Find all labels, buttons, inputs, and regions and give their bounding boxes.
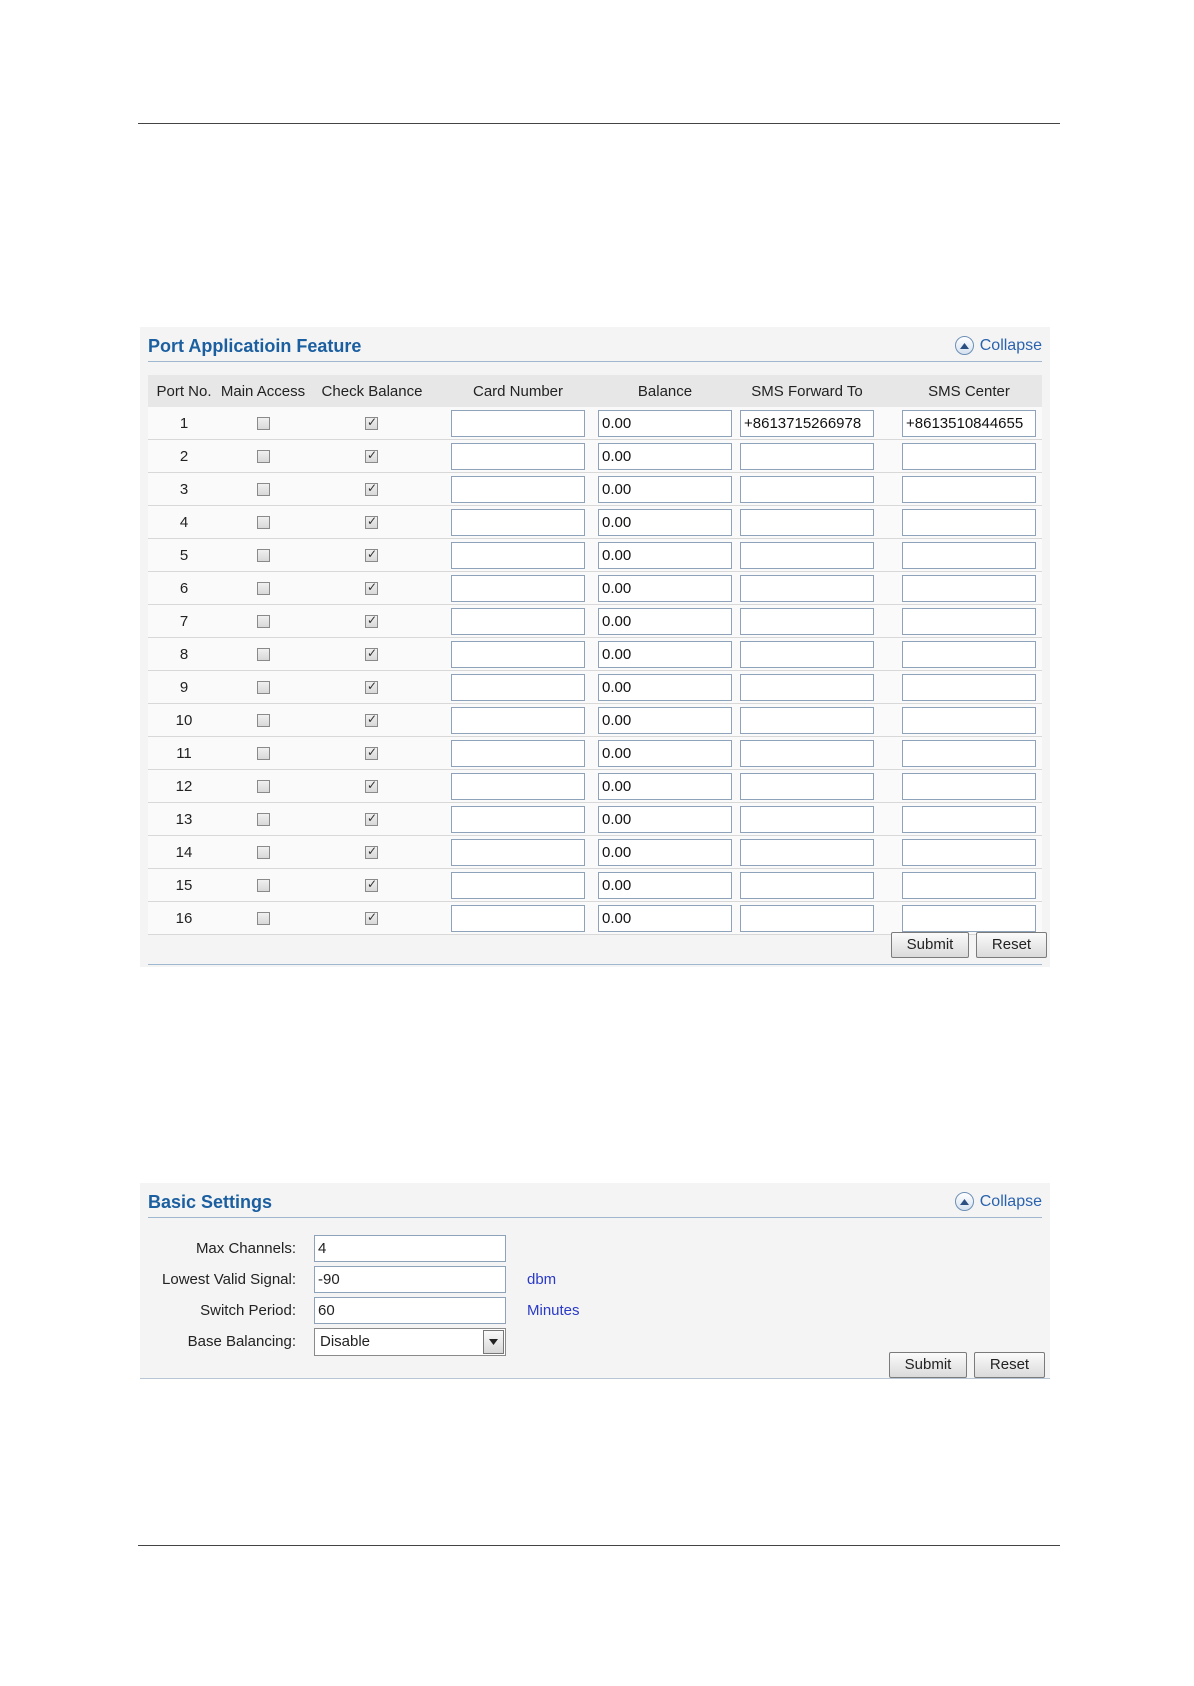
base-balancing-value: Disable — [320, 1333, 371, 1350]
check-balance-checkbox[interactable] — [365, 747, 378, 760]
sms-center-input[interactable] — [902, 608, 1036, 635]
main-access-checkbox[interactable] — [257, 747, 270, 760]
main-access-checkbox[interactable] — [257, 582, 270, 595]
table-row — [148, 473, 1042, 506]
balance-input[interactable]: 0.00 — [598, 839, 732, 866]
balance-input[interactable]: 0.00 — [598, 641, 732, 668]
sms-forward-to-input[interactable] — [740, 641, 874, 668]
sms-forward-to-input[interactable] — [740, 707, 874, 734]
collapse-up-icon[interactable] — [955, 336, 974, 355]
balance-input[interactable]: 0.00 — [598, 509, 732, 536]
sms-forward-to-input[interactable] — [740, 575, 874, 602]
main-access-checkbox[interactable] — [257, 780, 270, 793]
balance-input[interactable]: 0.00 — [598, 542, 732, 569]
collapse-button[interactable] — [955, 1192, 1042, 1211]
balance-input[interactable]: 0.00 — [598, 575, 732, 602]
sms-center-input[interactable] — [902, 839, 1036, 866]
card-number-input[interactable] — [451, 509, 585, 536]
base-balancing-select[interactable] — [314, 1328, 506, 1356]
port-number: 16 — [175, 910, 193, 927]
column-header-sms-forward-to: SMS Forward To — [751, 383, 863, 400]
sms-forward-to-input[interactable] — [740, 872, 874, 899]
balance-input[interactable]: 0.00 — [598, 443, 732, 470]
sms-center-input[interactable] — [902, 509, 1036, 536]
page-footer-rule — [138, 1545, 1060, 1546]
switch-period-unit: Minutes — [527, 1302, 580, 1319]
card-number-input[interactable] — [451, 410, 585, 437]
check-balance-checkbox[interactable] — [365, 549, 378, 562]
main-access-checkbox[interactable] — [257, 483, 270, 496]
collapse-label[interactable]: Collapse — [979, 1192, 1042, 1210]
lowest-valid-signal-label: Lowest Valid Signal: — [162, 1271, 296, 1288]
dropdown-arrow-icon[interactable] — [483, 1330, 504, 1354]
main-access-checkbox[interactable] — [257, 813, 270, 826]
sms-center-input[interactable] — [902, 773, 1036, 800]
table-header — [148, 375, 1042, 408]
card-number-input[interactable] — [451, 707, 585, 734]
column-header-balance: Balance — [637, 383, 693, 400]
table-row — [148, 902, 1042, 935]
table-row — [148, 638, 1042, 671]
main-access-checkbox[interactable] — [257, 549, 270, 562]
panel-footer-rule — [148, 964, 1042, 965]
port-number: 12 — [175, 778, 193, 795]
sms-center-input[interactable] — [902, 707, 1036, 734]
card-number-input[interactable] — [451, 608, 585, 635]
check-balance-checkbox[interactable] — [365, 813, 378, 826]
panel-title: Port Applicatioin Feature — [148, 336, 362, 356]
table-row — [148, 605, 1042, 638]
table-row — [148, 671, 1042, 704]
card-number-input[interactable] — [451, 740, 585, 767]
check-balance-checkbox[interactable] — [365, 582, 378, 595]
table-row — [148, 803, 1042, 836]
lowest-valid-signal-input[interactable]: -90 — [314, 1266, 506, 1293]
card-number-input[interactable] — [451, 641, 585, 668]
basic-settings-panel — [140, 1183, 1050, 1379]
port-number: 10 — [175, 712, 193, 729]
port-number: 15 — [175, 877, 193, 894]
main-access-checkbox[interactable] — [257, 846, 270, 859]
card-number-input[interactable] — [451, 773, 585, 800]
sms-forward-to-input[interactable] — [740, 773, 874, 800]
check-balance-checkbox[interactable] — [365, 483, 378, 496]
card-number-input[interactable] — [451, 806, 585, 833]
check-balance-checkbox[interactable] — [365, 912, 378, 925]
sms-center-input[interactable] — [902, 806, 1036, 833]
check-balance-checkbox[interactable] — [365, 846, 378, 859]
sms-forward-to-input[interactable]: +8613715266978 — [740, 410, 874, 437]
card-number-input[interactable] — [451, 476, 585, 503]
reset-button[interactable]: Reset — [974, 1352, 1045, 1378]
panel-header — [148, 333, 1042, 362]
port-application-panel — [140, 327, 1050, 967]
max-channels-label: Max Channels: — [195, 1240, 296, 1257]
check-balance-checkbox[interactable] — [365, 648, 378, 661]
port-number: 11 — [176, 745, 192, 762]
column-header-card-number: Card Number — [472, 383, 564, 400]
port-number: 3 — [179, 481, 189, 498]
sms-forward-to-input[interactable] — [740, 905, 874, 932]
sms-forward-to-input[interactable] — [740, 839, 874, 866]
panel-title: Basic Settings — [148, 1192, 273, 1212]
panel-header — [148, 1189, 1042, 1218]
card-number-input[interactable] — [451, 575, 585, 602]
column-header-check-balance: Check Balance — [321, 383, 423, 400]
port-number: 8 — [179, 646, 189, 663]
port-number: 4 — [179, 514, 189, 531]
balance-input[interactable]: 0.00 — [598, 608, 732, 635]
check-balance-checkbox[interactable] — [365, 780, 378, 793]
port-number: 1 — [179, 415, 189, 432]
signal-unit: dbm — [527, 1271, 557, 1288]
check-balance-checkbox[interactable] — [365, 879, 378, 892]
main-access-checkbox[interactable] — [257, 648, 270, 661]
sms-center-input[interactable] — [902, 641, 1036, 668]
switch-period-input[interactable]: 60 — [314, 1297, 506, 1324]
sms-center-input[interactable] — [902, 740, 1036, 767]
balance-input[interactable]: 0.00 — [598, 872, 732, 899]
table-row — [148, 539, 1042, 572]
sms-forward-to-input[interactable] — [740, 476, 874, 503]
sms-center-input[interactable] — [902, 476, 1036, 503]
check-balance-checkbox[interactable] — [365, 516, 378, 529]
check-balance-checkbox[interactable] — [365, 417, 378, 430]
submit-button[interactable]: Submit — [889, 1352, 967, 1378]
switch-period-label: Switch Period: — [200, 1302, 296, 1319]
main-access-checkbox[interactable] — [257, 879, 270, 892]
main-access-checkbox[interactable] — [257, 714, 270, 727]
card-number-input[interactable] — [451, 839, 585, 866]
table-row — [148, 869, 1042, 902]
balance-input[interactable]: 0.00 — [598, 410, 732, 437]
main-access-checkbox[interactable] — [257, 450, 270, 463]
balance-input[interactable]: 0.00 — [598, 740, 732, 767]
sms-center-input[interactable]: +8613510844655 — [902, 410, 1036, 437]
port-number: 14 — [175, 844, 193, 861]
port-number: 13 — [175, 811, 193, 828]
port-number: 2 — [179, 448, 189, 465]
balance-input[interactable]: 0.00 — [598, 806, 732, 833]
port-number: 9 — [179, 679, 189, 696]
main-access-checkbox[interactable] — [257, 516, 270, 529]
table-row — [148, 407, 1042, 440]
sms-center-input[interactable] — [902, 872, 1036, 899]
sms-center-input[interactable] — [902, 443, 1036, 470]
base-balancing-label: Base Balancing: — [187, 1333, 296, 1350]
card-number-input[interactable] — [451, 443, 585, 470]
column-header-sms-center: SMS Center — [928, 383, 1010, 400]
table-row — [148, 737, 1042, 770]
table-row — [148, 704, 1042, 737]
port-number: 7 — [179, 613, 189, 630]
main-access-checkbox[interactable] — [257, 912, 270, 925]
sms-center-input[interactable] — [902, 905, 1036, 932]
page-header-rule — [138, 123, 1060, 124]
balance-input[interactable]: 0.00 — [598, 674, 732, 701]
sms-center-input[interactable] — [902, 674, 1036, 701]
main-access-checkbox[interactable] — [257, 615, 270, 628]
check-balance-checkbox[interactable] — [365, 450, 378, 463]
max-channels-input[interactable]: 4 — [314, 1235, 506, 1262]
sms-forward-to-input[interactable] — [740, 806, 874, 833]
card-number-input[interactable] — [451, 674, 585, 701]
port-number: 5 — [179, 547, 189, 564]
table-row — [148, 506, 1042, 539]
sms-forward-to-input[interactable] — [740, 674, 874, 701]
table-row — [148, 770, 1042, 803]
sms-forward-to-input[interactable] — [740, 608, 874, 635]
sms-center-input[interactable] — [902, 575, 1036, 602]
main-access-checkbox[interactable] — [257, 681, 270, 694]
balance-input[interactable]: 0.00 — [598, 905, 732, 932]
port-number: 6 — [179, 580, 189, 597]
card-number-input[interactable] — [451, 872, 585, 899]
collapse-up-icon[interactable] — [955, 1192, 974, 1211]
check-balance-checkbox[interactable] — [365, 681, 378, 694]
main-access-checkbox[interactable] — [257, 417, 270, 430]
balance-input[interactable]: 0.00 — [598, 707, 732, 734]
reset-button[interactable]: Reset — [976, 932, 1047, 958]
port-table-body — [148, 407, 1042, 935]
sms-center-input[interactable] — [902, 542, 1036, 569]
check-balance-checkbox[interactable] — [365, 615, 378, 628]
collapse-label[interactable]: Collapse — [979, 336, 1042, 354]
panel-footer-rule — [140, 1378, 1050, 1379]
submit-button[interactable]: Submit — [891, 932, 969, 958]
collapse-button[interactable] — [955, 336, 1042, 355]
table-row — [148, 440, 1042, 473]
column-header-main-access: Main Access — [220, 383, 306, 400]
balance-input[interactable]: 0.00 — [598, 476, 732, 503]
column-header-port: Port No. — [156, 383, 212, 400]
sms-forward-to-input[interactable] — [740, 509, 874, 536]
card-number-input[interactable] — [451, 542, 585, 569]
sms-forward-to-input[interactable] — [740, 542, 874, 569]
sms-forward-to-input[interactable] — [740, 740, 874, 767]
card-number-input[interactable] — [451, 905, 585, 932]
table-row — [148, 572, 1042, 605]
check-balance-checkbox[interactable] — [365, 714, 378, 727]
table-row — [148, 836, 1042, 869]
sms-forward-to-input[interactable] — [740, 443, 874, 470]
balance-input[interactable]: 0.00 — [598, 773, 732, 800]
